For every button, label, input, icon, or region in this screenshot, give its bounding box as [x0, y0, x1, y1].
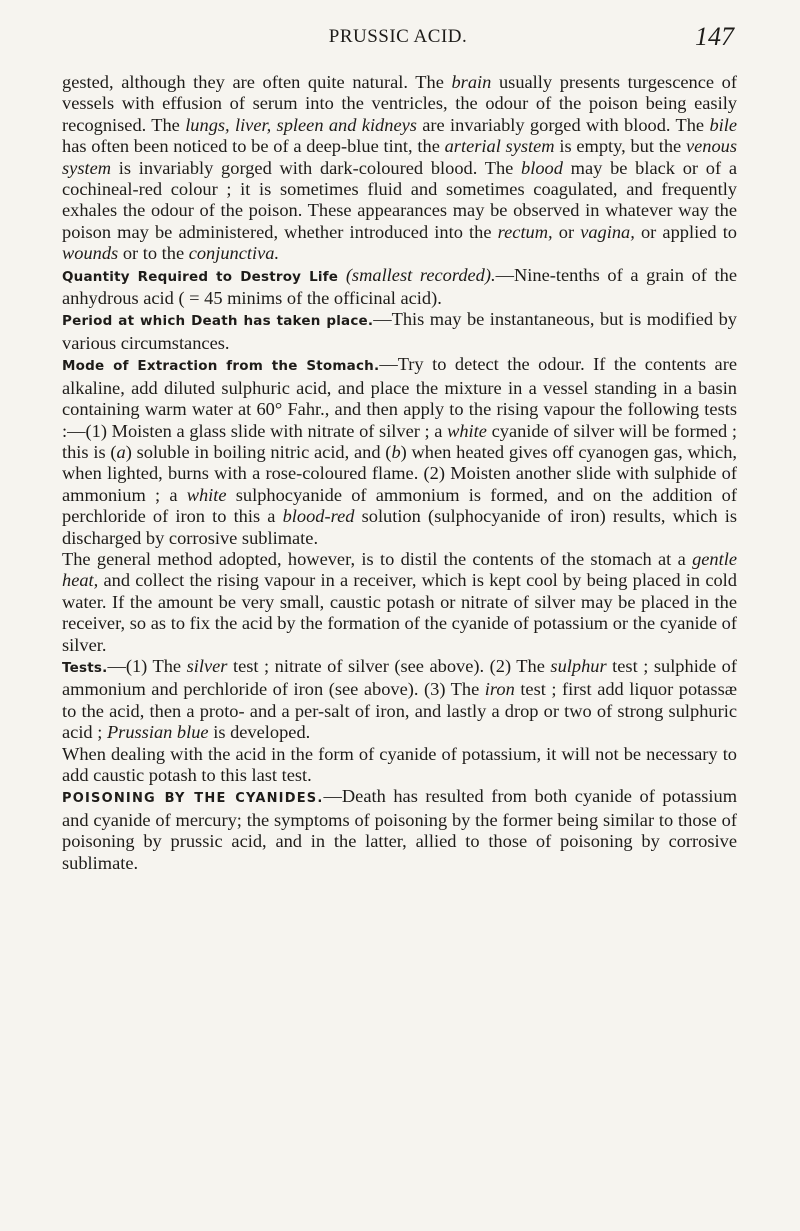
section-heading: Mode of Extraction from the Stomach.	[62, 358, 380, 375]
text: test ; sulphide of ammonium and perchloride of iron (see above). (3) The	[62, 655, 737, 700]
section-heading: POISONING BY THE CYANIDES.	[62, 791, 324, 807]
text: ) when heated gives off cyanogen gas, which, when lighted, burns with a rose-coloured flame. (2) Moisten another slide with sulphide of ammonium ; a	[62, 441, 737, 505]
italic-term: silver	[186, 655, 228, 676]
page-header	[62, 22, 734, 54]
italic-term: vagina,	[580, 221, 635, 242]
paragraph-cyanide-of-potassium	[62, 744, 737, 787]
paragraph-period-of-death	[62, 309, 737, 354]
section-heading: Period at which Death has taken place.	[62, 313, 374, 330]
italic-term: lungs, liver, spleen and kidneys	[185, 114, 417, 135]
italic-term: gentle heat,	[62, 548, 737, 591]
text: sulphocyanide of ammonium is formed, and on the addition of perchloride of iron to this a	[62, 484, 737, 527]
text: and collect the rising vapour in a receiver, which is kept cool by being placed in cold water. If the amount be very small, caustic potash or nitrate of silver may be placed in the receiver, so as to fix the acid by the formation of the cyanide of potassium or the cyanide of silver.	[62, 570, 737, 655]
paragraph-postmortem-appearances	[62, 72, 737, 265]
text: usually presents turgescence of vessels with effusion of serum into the ventricles, the odour of the poison being easily recognised. The	[62, 72, 737, 135]
text: ) soluble in boiling nitric acid, and (	[125, 441, 392, 462]
italic-term: blood-red	[282, 506, 355, 527]
text: —Death has resulted from both cyanide of potassium and cyanide of mercury; the symptoms of poisoning by the former being similar to those of poisoning by prussic acid, and in the latter, allied to those of poisoning by corrosive sublimate.	[62, 786, 738, 873]
text: —Try to detect the odour. If the contents are alkaline, add diluted sulphuric acid, and place the mixture in a vessel standing in a basin containing warm water at 60° Fahr., and then apply to the rising vapour the following tests :—(1) Moisten a glass slide with nitrate of silver ; a	[62, 354, 737, 441]
text: test ; first add liquor potassæ to the acid, then a proto- and a per-salt of iron, and lastly a drop or two of strong sulphuric acid ;	[62, 679, 738, 743]
italic-term: brain	[451, 72, 492, 92]
italic-term: bile	[709, 114, 738, 135]
text: —(1) The	[107, 655, 187, 676]
text: gested, although they are often quite natural. The	[62, 72, 452, 92]
italic-term: b	[391, 441, 401, 462]
text: or	[552, 221, 581, 242]
italic-term: white	[186, 484, 227, 505]
italic-term: venous system	[62, 136, 738, 178]
text: are invariably gorged with blood. The	[416, 114, 710, 135]
text: —Nine-tenths of a grain of the anhydrous acid ( = 45 minims of the officinal acid).	[62, 264, 737, 309]
running-head: PRUSSIC ACID.	[328, 26, 468, 47]
text: The general method adopted, however, is to distil the contents of the stomach at a	[62, 548, 693, 569]
italic-term: a	[116, 441, 126, 462]
text: test ; nitrate of silver (see above). (2) The	[227, 655, 551, 676]
text: solution (sulphocyanide of iron) results, which is discharged by corrosive sublimate.	[62, 506, 737, 548]
text: —This may be instantaneous, but is modified by various circumstances.	[62, 309, 737, 353]
italic-term: arterial system	[444, 136, 555, 157]
text: or to the	[118, 243, 189, 264]
italic-term: (smallest recorded).	[345, 264, 496, 285]
italic-term: rectum,	[497, 221, 553, 242]
page-body	[62, 72, 737, 874]
text: is empty, but the	[554, 136, 686, 157]
text: is invariably gorged with dark-coloured blood. The	[111, 157, 522, 178]
italic-term: iron	[484, 679, 515, 700]
italic-term: sulphur	[550, 655, 607, 676]
text: cyanide of silver will be formed ; this is (	[62, 420, 737, 462]
section-heading: Tests.	[62, 659, 108, 676]
italic-term: Prussian blue	[106, 722, 209, 743]
text: When dealing with the acid in the form of cyanide of potassium, it will not be necessary to add caustic potash to this last test.	[62, 743, 737, 785]
text: or applied to	[634, 221, 737, 242]
text: is developed.	[208, 722, 311, 743]
text: has often been noticed to be of a deep-blue tint, the	[62, 136, 445, 157]
paragraph-general-method	[62, 549, 737, 656]
italic-term: conjunctiva.	[188, 243, 280, 264]
section-heading: Quantity Required to Destroy Life	[62, 268, 339, 285]
paragraph-quantity-required	[62, 265, 737, 310]
page-number: 147	[695, 22, 734, 51]
paragraph-mode-of-extraction	[62, 354, 737, 549]
italic-term: blood	[521, 157, 563, 178]
paragraph-tests	[62, 656, 737, 744]
paragraph-poisoning-by-cyanides	[62, 786, 737, 874]
text: may be black or of a cochineal-red colour ; it is sometimes fluid and sometimes coagulated, and frequently exhales the odour of the poison. These appearances may be observed in whatever way the poison may be administered, whether introduced into the	[62, 157, 737, 242]
italic-term: white	[447, 420, 487, 441]
italic-term: wounds	[62, 243, 119, 264]
